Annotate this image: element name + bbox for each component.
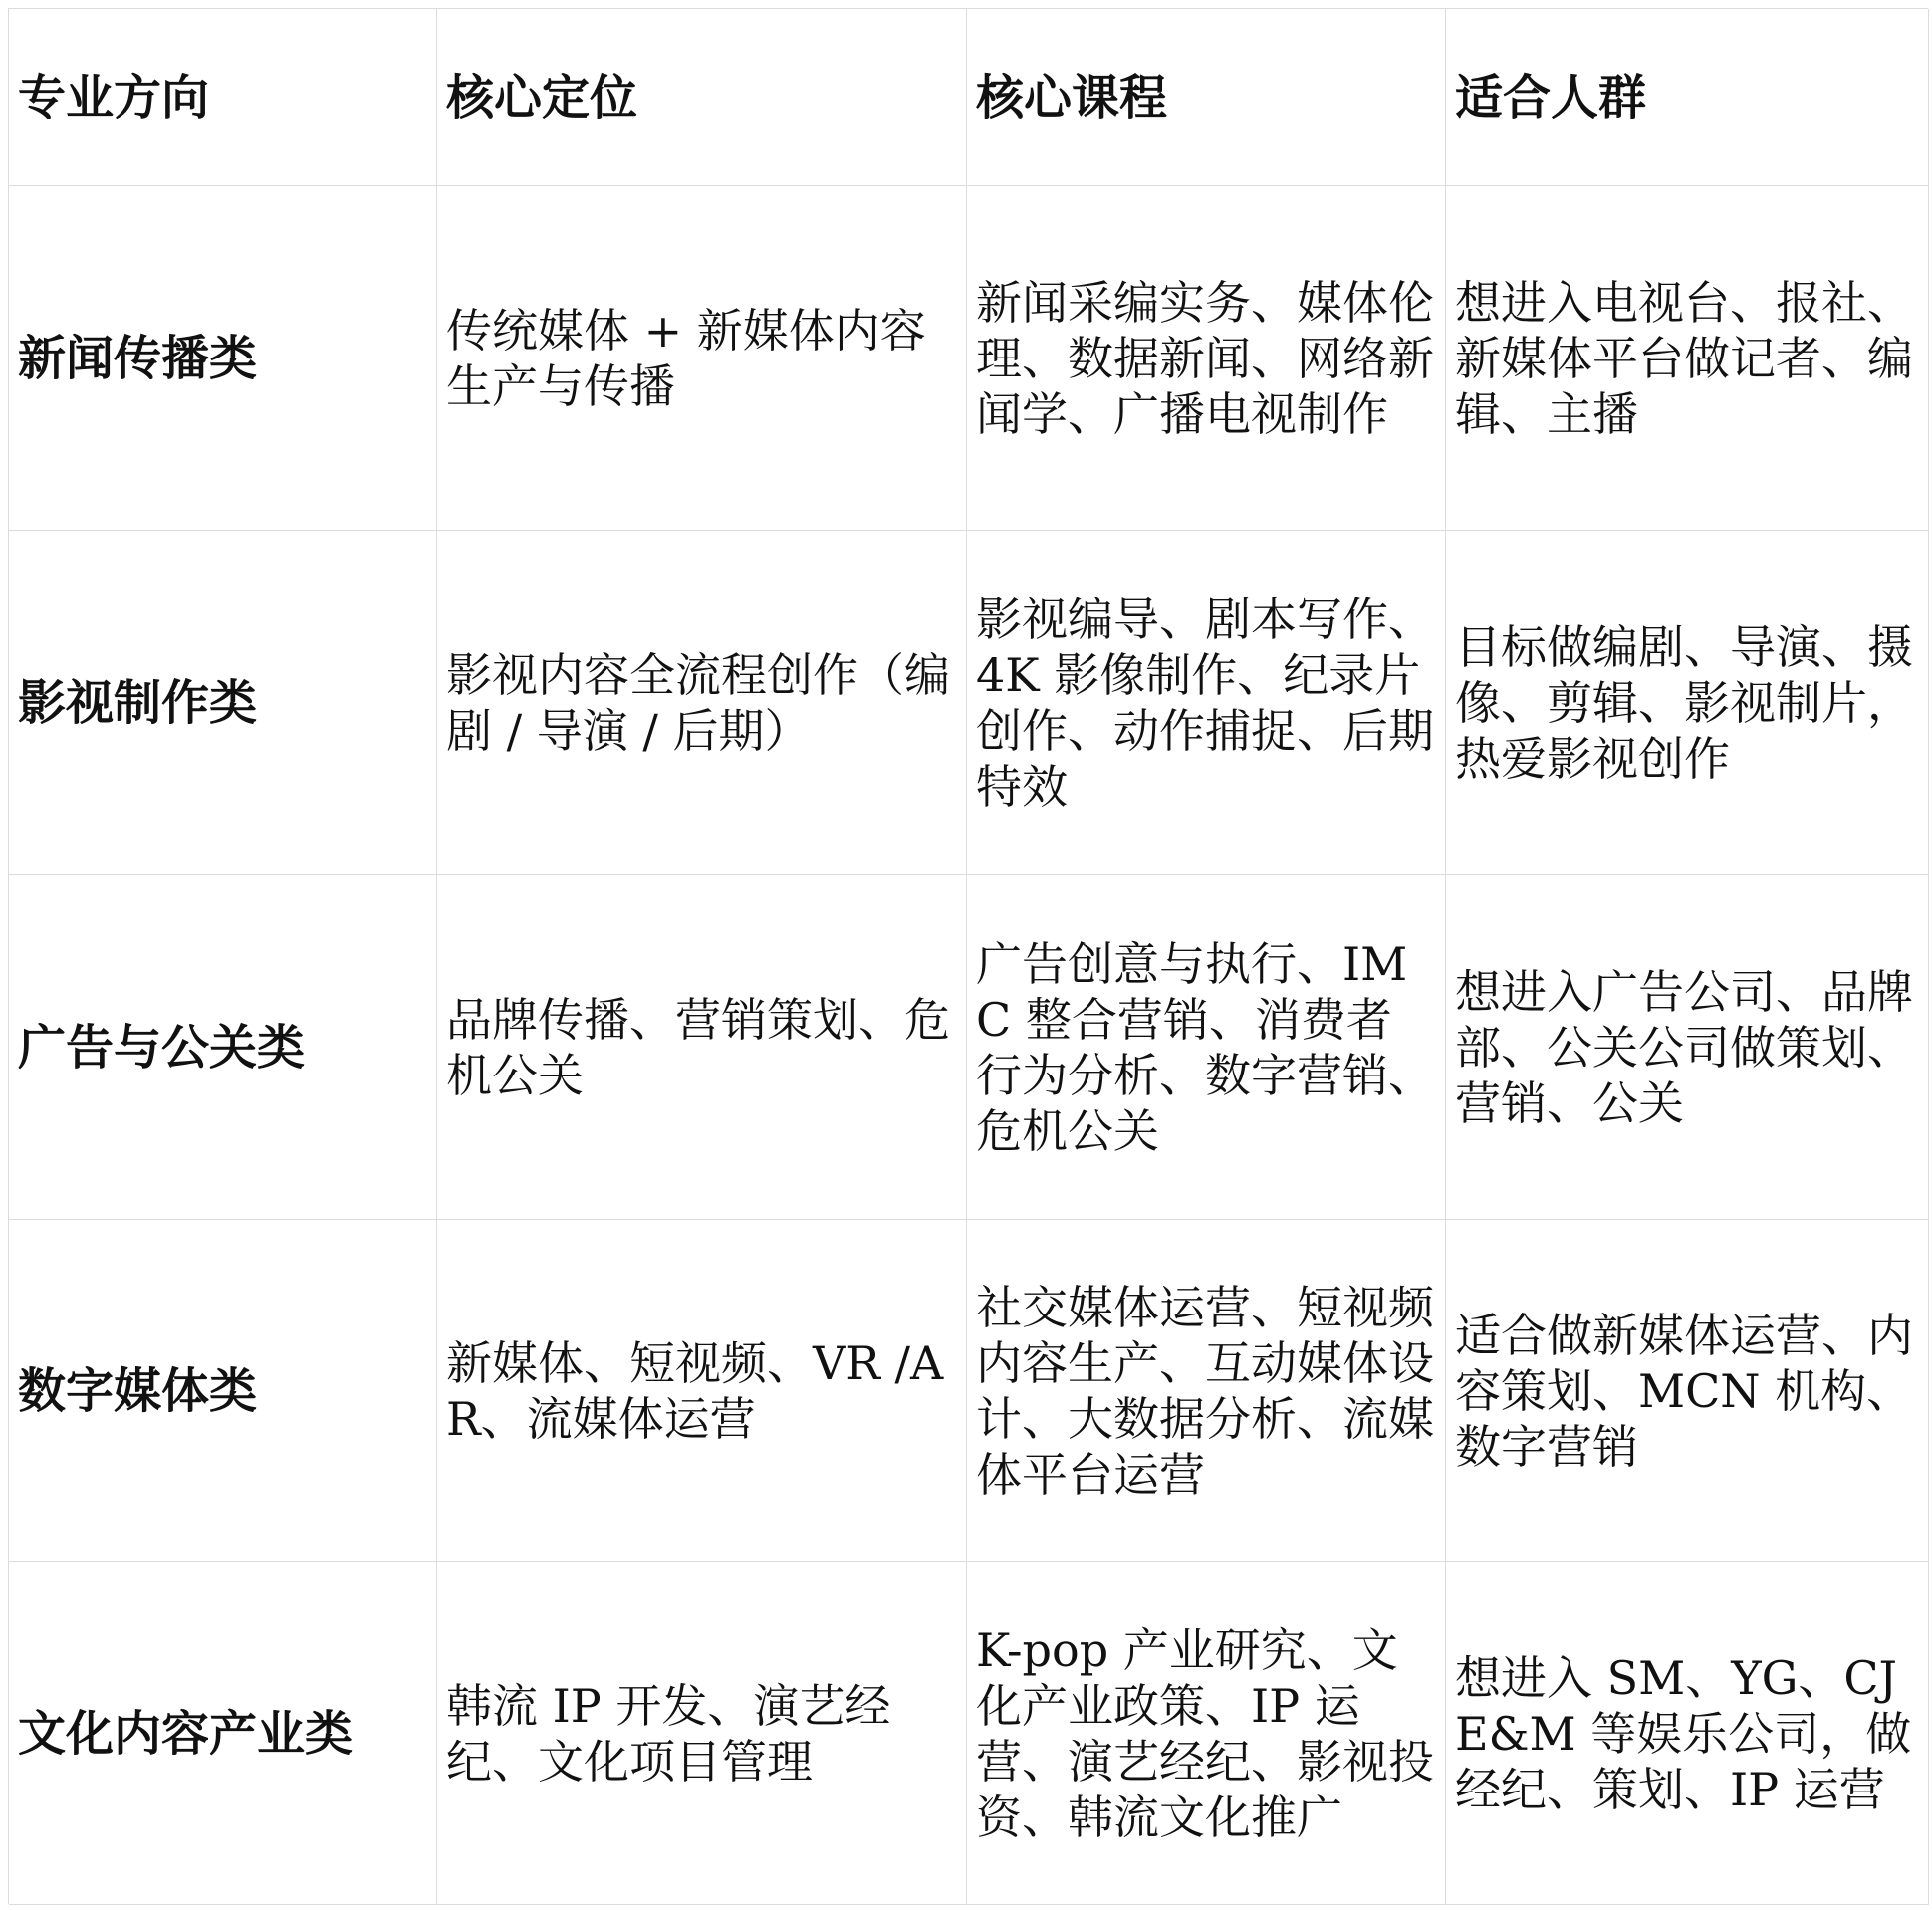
majors-table <box>8 8 1928 1904</box>
table-row-cell-courses <box>967 1220 1446 1562</box>
direction-text: 新闻传播类 <box>18 330 258 386</box>
table-row-cell-positioning <box>437 186 967 531</box>
table-row-cell-audience <box>1446 875 1929 1220</box>
header-label: 专业方向 <box>18 69 210 125</box>
direction-text: 影视制作类 <box>18 674 258 731</box>
header-cell-positioning <box>437 9 967 186</box>
audience-text: 目标做编剧、导演、摄像、剪辑、影视制片，热爱影视创作 <box>1455 619 1913 786</box>
audience-text: 适合做新媒体运营、内容策划、MCN 机构、数字营销 <box>1455 1308 1913 1474</box>
table-row-cell-audience <box>1446 531 1929 875</box>
direction-text: 广告与公关类 <box>18 1019 306 1075</box>
positioning-text: 韩流 IP 开发、演艺经纪、文化项目管理 <box>446 1678 891 1789</box>
courses-text: 广告创意与执行、IMC 整合营销、消费者行为分析、数字营销、危机公关 <box>976 936 1434 1158</box>
table-row-cell-direction <box>9 1562 437 1905</box>
table-row-cell-direction <box>9 186 437 531</box>
table-row-cell-courses <box>967 531 1446 875</box>
courses-text: K-pop 产业研究、文化产业政策、IP 运营、演艺经纪、影视投资、韩流文化推广 <box>976 1622 1434 1844</box>
audience-text: 想进入电视台、报社、新媒体平台做记者、编辑、主播 <box>1455 275 1913 441</box>
audience-text: 想进入广告公司、品牌部、公关公司做策划、营销、公关 <box>1455 964 1913 1130</box>
courses-text: 社交媒体运营、短视频内容生产、互动媒体设计、大数据分析、流媒体平台运营 <box>976 1280 1434 1502</box>
table-row-cell-courses <box>967 875 1446 1220</box>
table-row-cell-audience <box>1446 186 1929 531</box>
header-cell-audience <box>1446 9 1929 186</box>
courses-text: 影视编导、剧本写作、4K 影像制作、纪录片创作、动作捕捉、后期特效 <box>976 592 1434 814</box>
table-row-cell-courses <box>967 186 1446 531</box>
header-label: 核心课程 <box>976 69 1168 125</box>
direction-text: 数字媒体类 <box>18 1362 258 1419</box>
table-row-cell-audience <box>1446 1562 1929 1905</box>
header-label: 核心定位 <box>446 69 638 125</box>
audience-text: 想进入 SM、YG、CJ E&M 等娱乐公司，做经纪、策划、IP 运营 <box>1455 1650 1912 1816</box>
header-cell-courses <box>967 9 1446 186</box>
positioning-text: 影视内容全流程创作（编剧 / 导演 / 后期） <box>446 647 950 758</box>
table-row-cell-positioning <box>437 531 967 875</box>
courses-text: 新闻采编实务、媒体伦理、数据新闻、网络新闻学、广播电视制作 <box>976 275 1434 441</box>
positioning-text: 传统媒体 + 新媒体内容生产与传播 <box>446 303 926 413</box>
header-cell-direction <box>9 9 437 186</box>
table-row-cell-direction <box>9 531 437 875</box>
table-row-cell-positioning <box>437 1220 967 1562</box>
table-row-cell-courses <box>967 1562 1446 1905</box>
table-row-cell-direction <box>9 1220 437 1562</box>
positioning-text: 新媒体、短视频、VR /AR、流媒体运营 <box>446 1335 944 1446</box>
positioning-text: 品牌传播、营销策划、危机公关 <box>446 992 950 1102</box>
table-row-cell-audience <box>1446 1220 1929 1562</box>
direction-text: 文化内容产业类 <box>18 1705 354 1762</box>
table-row-cell-direction <box>9 875 437 1220</box>
header-label: 适合人群 <box>1455 69 1647 125</box>
table-row-cell-positioning <box>437 1562 967 1905</box>
table-row-cell-positioning <box>437 875 967 1220</box>
